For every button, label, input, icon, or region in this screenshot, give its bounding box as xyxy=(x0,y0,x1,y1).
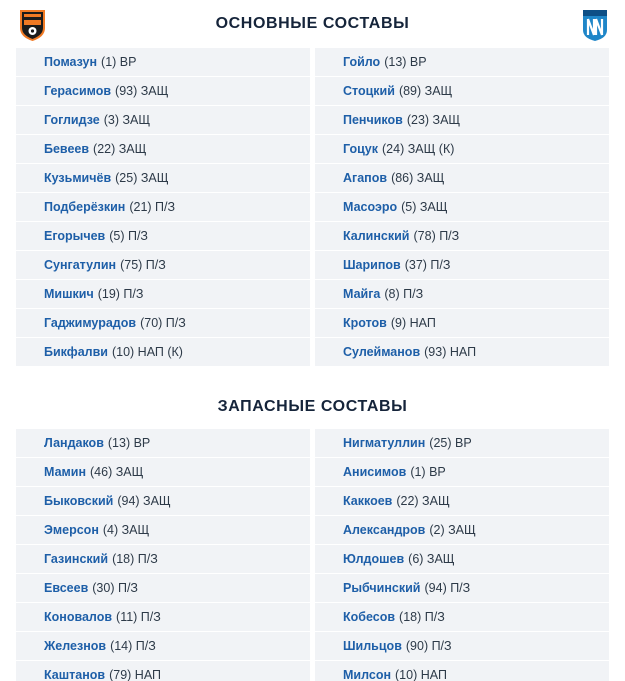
player-link[interactable]: Рыбчинский xyxy=(343,581,421,595)
player-link[interactable]: Бевеев xyxy=(44,142,90,156)
list-item xyxy=(16,193,310,222)
away-substitutes-list xyxy=(315,429,609,681)
list-item xyxy=(315,574,609,603)
player-link[interactable]: Помазун xyxy=(44,55,98,69)
starting-lineups-header xyxy=(0,0,625,48)
substitutes-header xyxy=(0,385,625,429)
away-starting-list xyxy=(315,48,609,367)
list-item xyxy=(315,661,609,681)
list-item xyxy=(16,77,310,106)
list-item xyxy=(315,280,609,309)
player-number-position: (5) П/З xyxy=(109,229,148,243)
list-item xyxy=(315,309,609,338)
player-link[interactable]: Мишкич xyxy=(44,287,94,301)
player-link[interactable]: Каккоев xyxy=(343,494,393,508)
player-number-position: (30) П/З xyxy=(92,581,138,595)
player-link[interactable]: Милсон xyxy=(343,668,392,681)
player-link[interactable]: Подберёзкин xyxy=(44,200,126,214)
player-number-position: (1) ВР xyxy=(410,465,446,479)
player-link[interactable]: Ландаков xyxy=(44,436,104,450)
list-item xyxy=(16,222,310,251)
player-number-position: (94) П/З xyxy=(424,581,471,595)
player-link[interactable]: Газинский xyxy=(44,552,109,566)
player-link[interactable]: Пенчиков xyxy=(343,113,403,127)
list-item xyxy=(315,632,609,661)
player-link[interactable]: Стоцкий xyxy=(343,84,395,98)
player-number-position: (22) ЗАЩ xyxy=(93,142,147,156)
list-item xyxy=(16,545,310,574)
section-spacer xyxy=(0,367,625,385)
list-item xyxy=(16,429,310,458)
player-link[interactable]: Быковский xyxy=(44,494,114,508)
list-item xyxy=(16,458,310,487)
list-item xyxy=(315,222,609,251)
list-item xyxy=(16,487,310,516)
player-number-position: (25) ЗАЩ xyxy=(115,171,169,185)
player-number-position: (37) П/З xyxy=(404,258,451,272)
player-link[interactable]: Сулейманов xyxy=(343,345,421,359)
player-link[interactable]: Бикфалви xyxy=(44,345,108,359)
list-item xyxy=(16,309,310,338)
player-link[interactable]: Каштанов xyxy=(44,668,106,681)
player-number-position: (10) НАП xyxy=(395,668,447,681)
list-item xyxy=(16,251,310,280)
substitutes-title: ЗАПАСНЫЕ СОСТАВЫ xyxy=(217,398,408,415)
list-item xyxy=(315,77,609,106)
player-link[interactable]: Кобесов xyxy=(343,610,396,624)
list-item xyxy=(16,280,310,309)
player-number-position: (94) ЗАЩ xyxy=(117,494,171,508)
player-link[interactable]: Кротов xyxy=(343,316,387,330)
list-item xyxy=(16,106,310,135)
player-number-position: (6) ЗАЩ xyxy=(408,552,455,566)
player-number-position: (2) ЗАЩ xyxy=(429,523,476,537)
list-item xyxy=(16,135,310,164)
list-item xyxy=(16,603,310,632)
list-item xyxy=(16,164,310,193)
player-link[interactable]: Нигматуллин xyxy=(343,436,426,450)
player-link[interactable]: Гойло xyxy=(343,55,381,69)
player-number-position: (1) ВР xyxy=(101,55,137,69)
player-number-position: (14) П/З xyxy=(110,639,156,653)
player-link[interactable]: Кузьмичёв xyxy=(44,171,112,185)
pari-nn-club-crest-icon[interactable] xyxy=(581,8,609,42)
list-item xyxy=(315,106,609,135)
player-link[interactable]: Коновалов xyxy=(44,610,113,624)
player-number-position: (46) ЗАЩ xyxy=(90,465,144,479)
player-number-position: (79) НАП xyxy=(109,668,162,681)
home-starting-list xyxy=(16,48,310,367)
list-item xyxy=(315,338,609,367)
list-item xyxy=(315,48,609,77)
ural-club-crest-icon[interactable] xyxy=(18,8,47,42)
player-link[interactable]: Мамин xyxy=(44,465,86,479)
list-item xyxy=(16,338,310,367)
player-number-position: (10) НАП (К) xyxy=(111,345,183,359)
player-link[interactable]: Масоэро xyxy=(343,200,398,214)
list-item xyxy=(16,574,310,603)
list-item xyxy=(315,193,609,222)
list-item xyxy=(315,429,609,458)
list-item xyxy=(16,632,310,661)
substitutes-lineups xyxy=(0,429,625,681)
player-number-position: (13) ВР xyxy=(107,436,151,450)
player-link[interactable]: Гоглидзе xyxy=(44,113,100,127)
player-number-position: (25) ВР xyxy=(429,436,472,450)
player-link[interactable]: Агапов xyxy=(343,171,388,185)
starting-lineups xyxy=(0,48,625,367)
player-number-position: (22) ЗАЩ xyxy=(396,494,450,508)
list-item xyxy=(315,603,609,632)
player-link[interactable]: Шарипов xyxy=(343,258,401,272)
list-item xyxy=(315,135,609,164)
player-number-position: (93) ЗАЩ xyxy=(115,84,169,98)
list-item xyxy=(315,251,609,280)
player-link[interactable]: Гоцук xyxy=(343,142,378,156)
player-link[interactable]: Герасимов xyxy=(44,84,112,98)
home-substitutes-list xyxy=(16,429,310,681)
player-number-position: (21) П/З xyxy=(129,200,176,214)
player-link[interactable]: Юлдошев xyxy=(343,552,405,566)
player-link[interactable]: Калинский xyxy=(343,229,410,243)
list-item xyxy=(16,661,310,681)
player-number-position: (23) ЗАЩ xyxy=(406,113,461,127)
player-number-position: (8) П/З xyxy=(384,287,424,301)
player-number-position: (18) П/З xyxy=(112,552,158,566)
list-item xyxy=(16,516,310,545)
list-item xyxy=(315,516,609,545)
player-number-position: (93) НАП xyxy=(424,345,477,359)
player-number-position: (19) П/З xyxy=(97,287,144,301)
player-link[interactable]: Анисимов xyxy=(343,465,407,479)
list-item xyxy=(315,487,609,516)
player-link[interactable]: Майга xyxy=(343,287,381,301)
starting-lineups-title: ОСНОВНЫЕ СОСТАВЫ xyxy=(215,15,410,32)
player-number-position: (11) П/З xyxy=(116,610,161,624)
player-number-position: (24) ЗАЩ (К) xyxy=(382,142,455,156)
player-link[interactable]: Евсеев xyxy=(44,581,89,595)
player-number-position: (4) ЗАЩ xyxy=(102,523,150,537)
player-number-position: (13) ВР xyxy=(384,55,427,69)
player-number-position: (90) П/З xyxy=(405,639,452,653)
list-item xyxy=(315,545,609,574)
player-number-position: (9) НАП xyxy=(390,316,436,330)
player-link[interactable]: Гаджимурадов xyxy=(44,316,137,330)
player-number-position: (78) П/З xyxy=(413,229,460,243)
player-number-position: (18) П/З xyxy=(399,610,445,624)
list-item xyxy=(16,48,310,77)
player-number-position: (5) ЗАЩ xyxy=(401,200,448,214)
list-item xyxy=(315,164,609,193)
player-link[interactable]: Сунгатулин xyxy=(44,258,117,272)
player-link[interactable]: Железнов xyxy=(44,639,107,653)
player-link[interactable]: Шильцов xyxy=(343,639,402,653)
player-number-position: (3) ЗАЩ xyxy=(103,113,151,127)
player-link[interactable]: Александров xyxy=(343,523,426,537)
player-link[interactable]: Эмерсон xyxy=(44,523,99,537)
player-link[interactable]: Егорычев xyxy=(44,229,106,243)
player-number-position: (70) П/З xyxy=(140,316,186,330)
player-number-position: (89) ЗАЩ xyxy=(398,84,453,98)
player-number-position: (75) П/З xyxy=(120,258,166,272)
player-number-position: (86) ЗАЩ xyxy=(391,171,445,185)
list-item xyxy=(315,458,609,487)
